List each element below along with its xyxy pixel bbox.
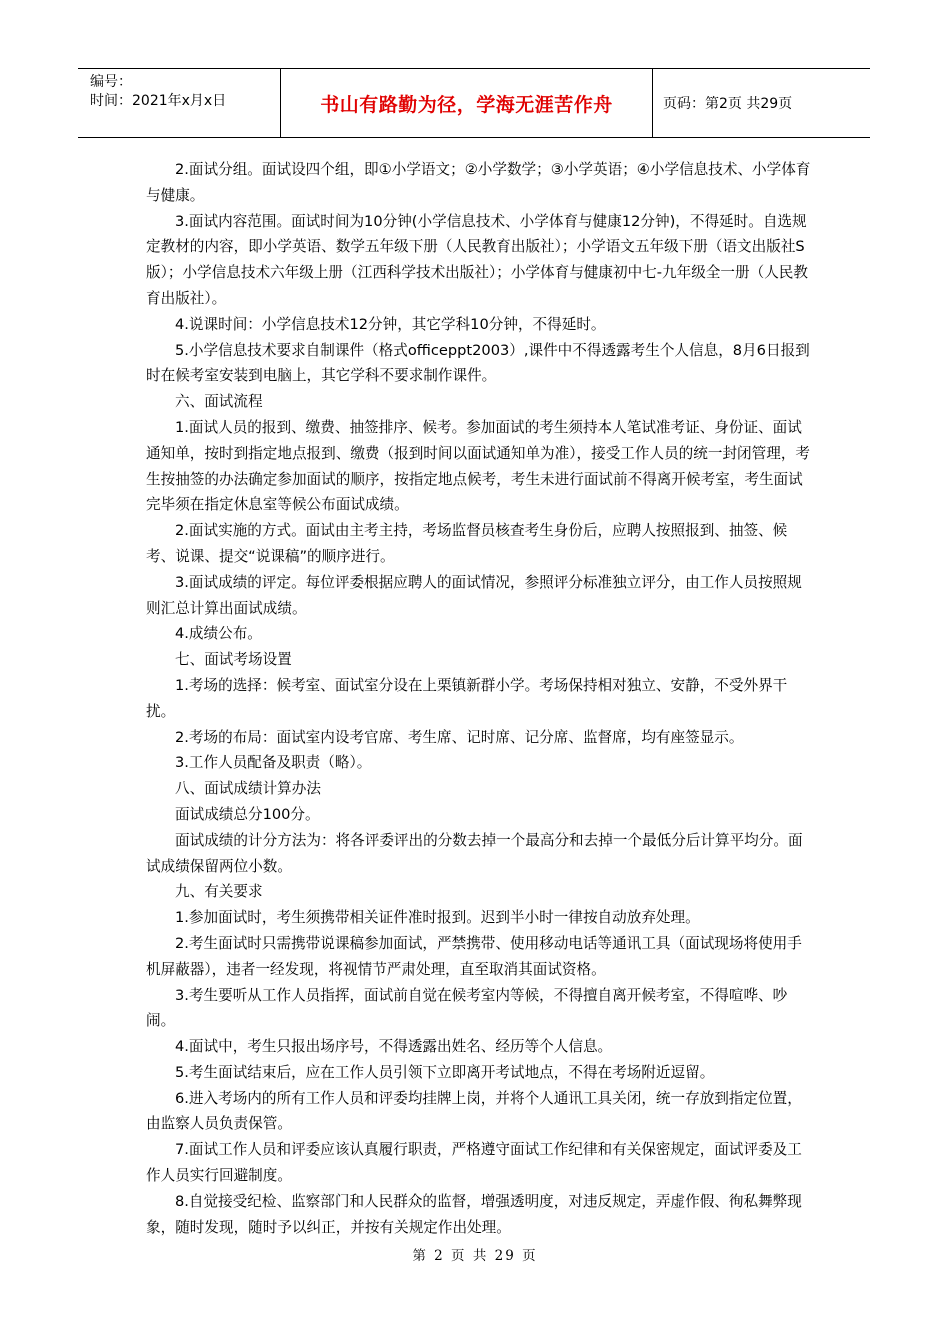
paragraph: 1.参加面试时，考生须携带相关证件准时报到。迟到半小时一律按自动放弃处理。 — [175, 909, 700, 927]
page-footer: 第 2 页 共 29 页 — [412, 1248, 538, 1264]
header-meta — [78, 69, 281, 137]
paragraph: 面试成绩总分100分。 — [175, 805, 320, 823]
paragraph: 2.面试实施的方式。面试由主考主持，考场监督员核查考生身份后，应聘人按照报到、抽签、候考、说课、提交“说课稿”的顺序进行。 — [146, 522, 788, 565]
paragraph: 8.自觉接受纪检、监察部门和人民群众的监督，增强透明度，对违反规定，弄虚作假、徇私舞弊现象，随时发现，随时予以纠正，并按有关规定作出处理。 — [146, 1192, 802, 1236]
paragraph: 3.面试内容范围。面试时间为10分钟(小学信息技术、小学体育与健康12分钟)，不得延时。自选规定教材的内容，即小学英语、数学五年级下册（人民教育出版社）；小学语文五年级下册（语文出版社S版）；小学信息技术六年级上册（江西科学技术出版社）；小学体育与健康初中七-九年级全一册（人民教育出版社）。 — [146, 212, 808, 307]
paragraph: 5.考生面试结束后，应在工作人员引领下立即离开考试地点，不得在考场附近逗留。 — [175, 1063, 715, 1081]
paragraph: 面试成绩的计分方法为：将各评委评出的分数去掉一个最高分和去掉一个最低分后计算平均分。面试成绩保留两位小数。 — [146, 831, 803, 875]
paragraph: 6.进入考场内的所有工作人员和评委均挂牌上岗，并将个人通讯工具关闭，统一存放到指定位置，由监察人员负责保管。 — [146, 1089, 802, 1133]
paragraph: 3.工作人员配备及职责（略）。 — [175, 754, 372, 772]
paragraph: 2.考生面试时只需携带说课稿参加面试，严禁携带、使用移动电话等通讯工具（面试现场将使用手机屏蔽器），违者一经发现，将视情节严肃处理，直至取消其面试资格。 — [146, 934, 802, 978]
header-page-info: 页码：第2页 共29页 — [663, 96, 793, 112]
number-label: 编号： — [90, 74, 132, 90]
page-header — [78, 68, 870, 138]
section-heading: 六、面试流程 — [175, 393, 263, 411]
header-motto: 书山有路勤为径，学海无涯苦作舟 — [281, 69, 653, 137]
paragraph: 7.面试工作人员和评委应该认真履行职责，严格遵守面试工作纪律和有关保密规定，面试评委及工作人员实行回避制度。 — [146, 1141, 802, 1185]
paragraph: 1.面试人员的报到、缴费、抽签排序、候考。参加面试的考生须持本人笔试准考证、身份证、面试通知单，按时到指定地点报到、缴费（报到时间以面试通知单为准），接受工作人员的统一封闭管理，考生按抽签的办法确定参加面试的顺序，按指定地点候考，考生未进行面试前不得离开候考室，考生面试完毕须在指定休息室等候公布面试成绩。 — [146, 418, 811, 514]
paragraph: 4.成绩公布。 — [175, 625, 262, 643]
paragraph: 2.考场的布局：面试室内设考官席、考生席、记时席、记分席、监督席，均有座签显示。 — [175, 728, 744, 746]
paragraph: 3.考生要听从工作人员指挥，面试前自觉在候考室内等候，不得擅自离开候考室，不得喧哗、吵闹。 — [146, 986, 788, 1030]
paragraph: 3.面试成绩的评定。每位评委根据应聘人的面试情况，参照评分标准独立评分，由工作人员按照规则汇总计算出面试成绩。 — [146, 573, 802, 617]
time-label: 时间：2021年x月x日 — [90, 93, 227, 109]
paragraph: 4.面试中，考生只报出场序号，不得透露出姓名、经历等个人信息。 — [175, 1038, 613, 1056]
paragraph: 5.小学信息技术要求自制课件（格式officeppt2003）,课件中不得透露考生个人信息，8月6日报到时在候考室安装到电脑上，其它学科不要求制作课件。 — [146, 341, 810, 385]
paragraph: 2.面试分组。面试设四个组，即①小学语文；②小学数学；③小学英语；④小学信息技术、小学体育与健康。 — [146, 161, 811, 204]
document-body — [146, 157, 816, 1240]
paragraph: 1.考场的选择：候考室、面试室分设在上栗镇新群小学。考场保持相对独立、安静，不受外界干扰。 — [146, 676, 788, 720]
section-heading: 八、面试成绩计算办法 — [175, 780, 321, 798]
paragraph: 4.说课时间：小学信息技术12分钟，其它学科10分钟，不得延时。 — [175, 315, 606, 333]
section-heading: 七、面试考场设置 — [175, 651, 292, 669]
section-heading: 九、有关要求 — [175, 883, 263, 901]
